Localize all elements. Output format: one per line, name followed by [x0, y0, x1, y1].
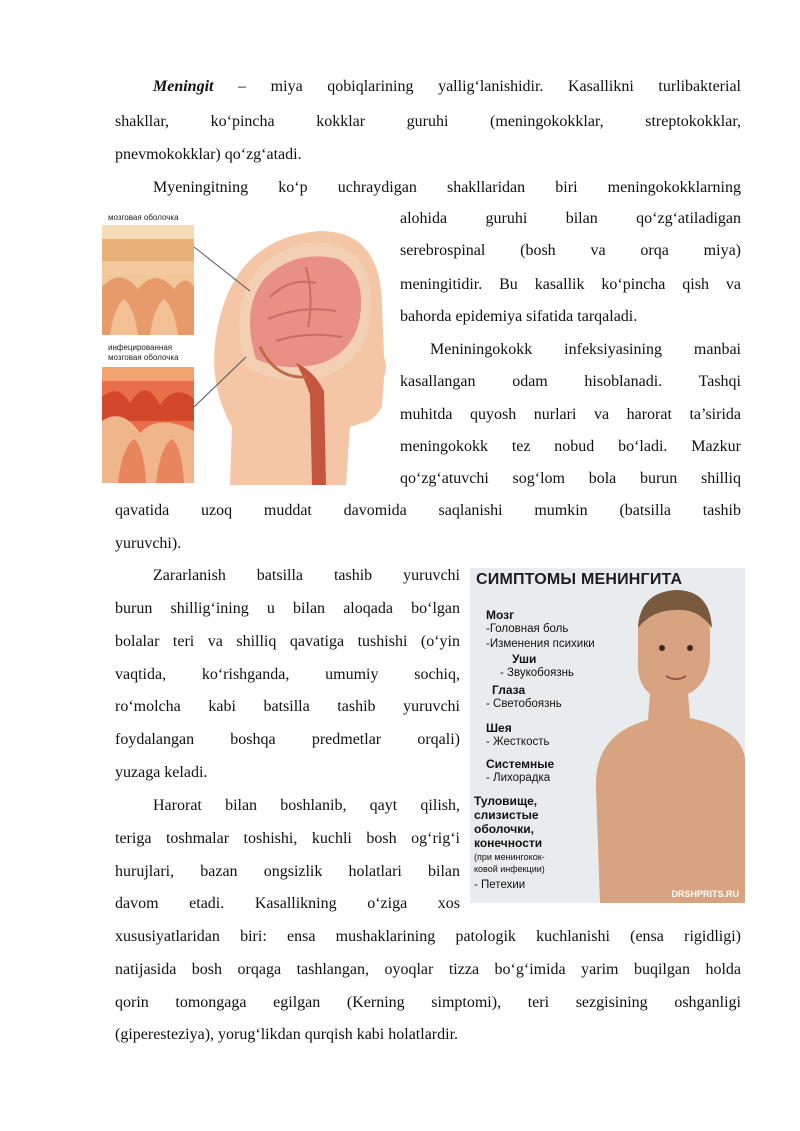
- para2-line5: bahorda epidemiya sifatida tarqaladi.: [400, 308, 638, 325]
- para4-line2: burun shillig‘ining u bilan aloqada bo‘lgan: [115, 600, 460, 617]
- para3-line2: kasallangan odam hisoblanadi. Tashqi: [400, 373, 741, 390]
- male-figure: [590, 588, 745, 903]
- ears-heading: Уши: [512, 652, 537, 666]
- ears-symptom-1: - Звукобоязнь: [500, 667, 574, 679]
- body-symptom-1: - Петехии: [474, 879, 526, 891]
- para3-line6: qavatida uzoq muddat davomida saqlanishi mumkin (batsilla tashib: [115, 502, 741, 519]
- brain-heading: Мозг: [486, 608, 515, 622]
- label-infected-2: мозговая оболочка: [108, 353, 179, 362]
- para4-line4: vaqtida, ko‘rishganda, umumiy sochiq,: [115, 666, 460, 683]
- para4-line5: ro‘molcha kabi batsilla tashib yuruvchi: [115, 698, 460, 715]
- healthy-meninges-block: [102, 225, 194, 335]
- para2-line1: Myeningitning ko‘p uchraydigan shakllaridan biri meningokokklarning: [153, 179, 741, 196]
- term-meningit: Meningit: [153, 78, 214, 95]
- para4-line3: bolalar teri va shilliq qavatiga tushishi (o‘yin: [115, 633, 460, 650]
- brain-symptom-2: -Изменения психики: [486, 638, 595, 650]
- para3-line5: qo‘zg‘atuvchi sog‘lom bola burun shilliq: [400, 470, 741, 487]
- para1-line3: pnevmokokklar) qo‘zg‘atadi.: [115, 146, 302, 163]
- para5-line5: xususiyatlaridan biri: ensa mushaklarining patologik kuchlanishi (ensa rigidligi): [115, 928, 741, 945]
- para3-line7: yuruvchi).: [115, 535, 182, 552]
- neck-heading: Шея: [486, 721, 512, 735]
- para5-line7: qorin tomongaga egilgan (Kerning simptomi), teri sezgisining oshganligi: [115, 994, 741, 1011]
- poster-title: СИМПТОМЫ МЕНИНГИТА: [476, 571, 683, 588]
- para1-line2: shakllar, ko‘pincha kokklar guruhi (meningokokklar, streptokokklar,: [115, 113, 741, 130]
- para3-line4: meningokokk tez nobud bo‘ladi. Mazkur: [400, 438, 741, 455]
- body-heading-2: слизистые: [474, 808, 539, 822]
- para2-line2: alohida guruhi bilan qo‘zg‘atiladigan: [400, 210, 741, 227]
- para4-line6: foydalangan boshqa predmetlar orqali): [115, 731, 460, 748]
- label-meninges: мозговая оболочка: [108, 213, 179, 222]
- neck-symptom-1: - Жесткость: [486, 736, 550, 748]
- para5-line1: Harorat bilan boshlanib, qayt qilish,: [153, 797, 460, 814]
- para5-line4: davom etadi. Kasallikning o‘ziga xos: [115, 895, 460, 912]
- brain-symptom-1: -Головная боль: [486, 623, 569, 635]
- para3-line3: muhitda quyosh nurlari va harorat ta’sirida: [400, 406, 741, 423]
- eyes-heading: Глаза: [492, 683, 526, 697]
- meningitis-symptoms-poster: [470, 568, 745, 903]
- infected-meninges-block: [102, 367, 194, 483]
- label-infected-1: инфецированная: [108, 343, 173, 352]
- systemic-heading: Системные: [486, 757, 555, 771]
- para5-line3: hurujlari, bazan ongsizlik holatlari bilan: [115, 863, 460, 880]
- meninges-illustration: [100, 207, 388, 485]
- body-heading-1: Туловище,: [474, 794, 538, 808]
- para5-line8: (giperesteziya), yorug‘likdan qurqish kabi holatlardir.: [115, 1026, 459, 1043]
- para5-line2: teriga toshmalar toshishi, kuchli bosh og‘rig‘i: [115, 830, 460, 847]
- para3-line1: Meniningokokk infeksiyasining manbai: [430, 341, 741, 358]
- para4-line7: yuzaga keladi.: [115, 764, 208, 781]
- para2-line3: serebrospinal (bosh va orqa miya): [400, 242, 741, 259]
- watermark: DRSHPRITS.RU: [671, 889, 739, 899]
- para2-line4: meningitidir. Bu kasallik ko‘pincha qish va: [400, 276, 741, 293]
- body-note-1: (при менингокок-: [474, 852, 545, 862]
- body-heading-3: оболочки,: [474, 822, 534, 836]
- para1-line1: Meningit – miya qobiqlarining yallig‘lanishidir. Kasallikni turlibakterial: [153, 78, 741, 95]
- eyes-symptom-1: - Светобоязнь: [486, 698, 562, 710]
- body-note-2: ковой инфекции): [474, 864, 545, 874]
- para5-line6: natijasida bosh orqaga tashlangan, oyoqlar tizza bo‘g‘imida yarim buqilgan holda: [115, 961, 741, 978]
- systemic-symptom-1: - Лихорадка: [486, 772, 551, 784]
- body-heading-4: конечности: [474, 836, 543, 850]
- para4-line1: Zararlanish batsilla tashib yuruvchi: [153, 567, 460, 584]
